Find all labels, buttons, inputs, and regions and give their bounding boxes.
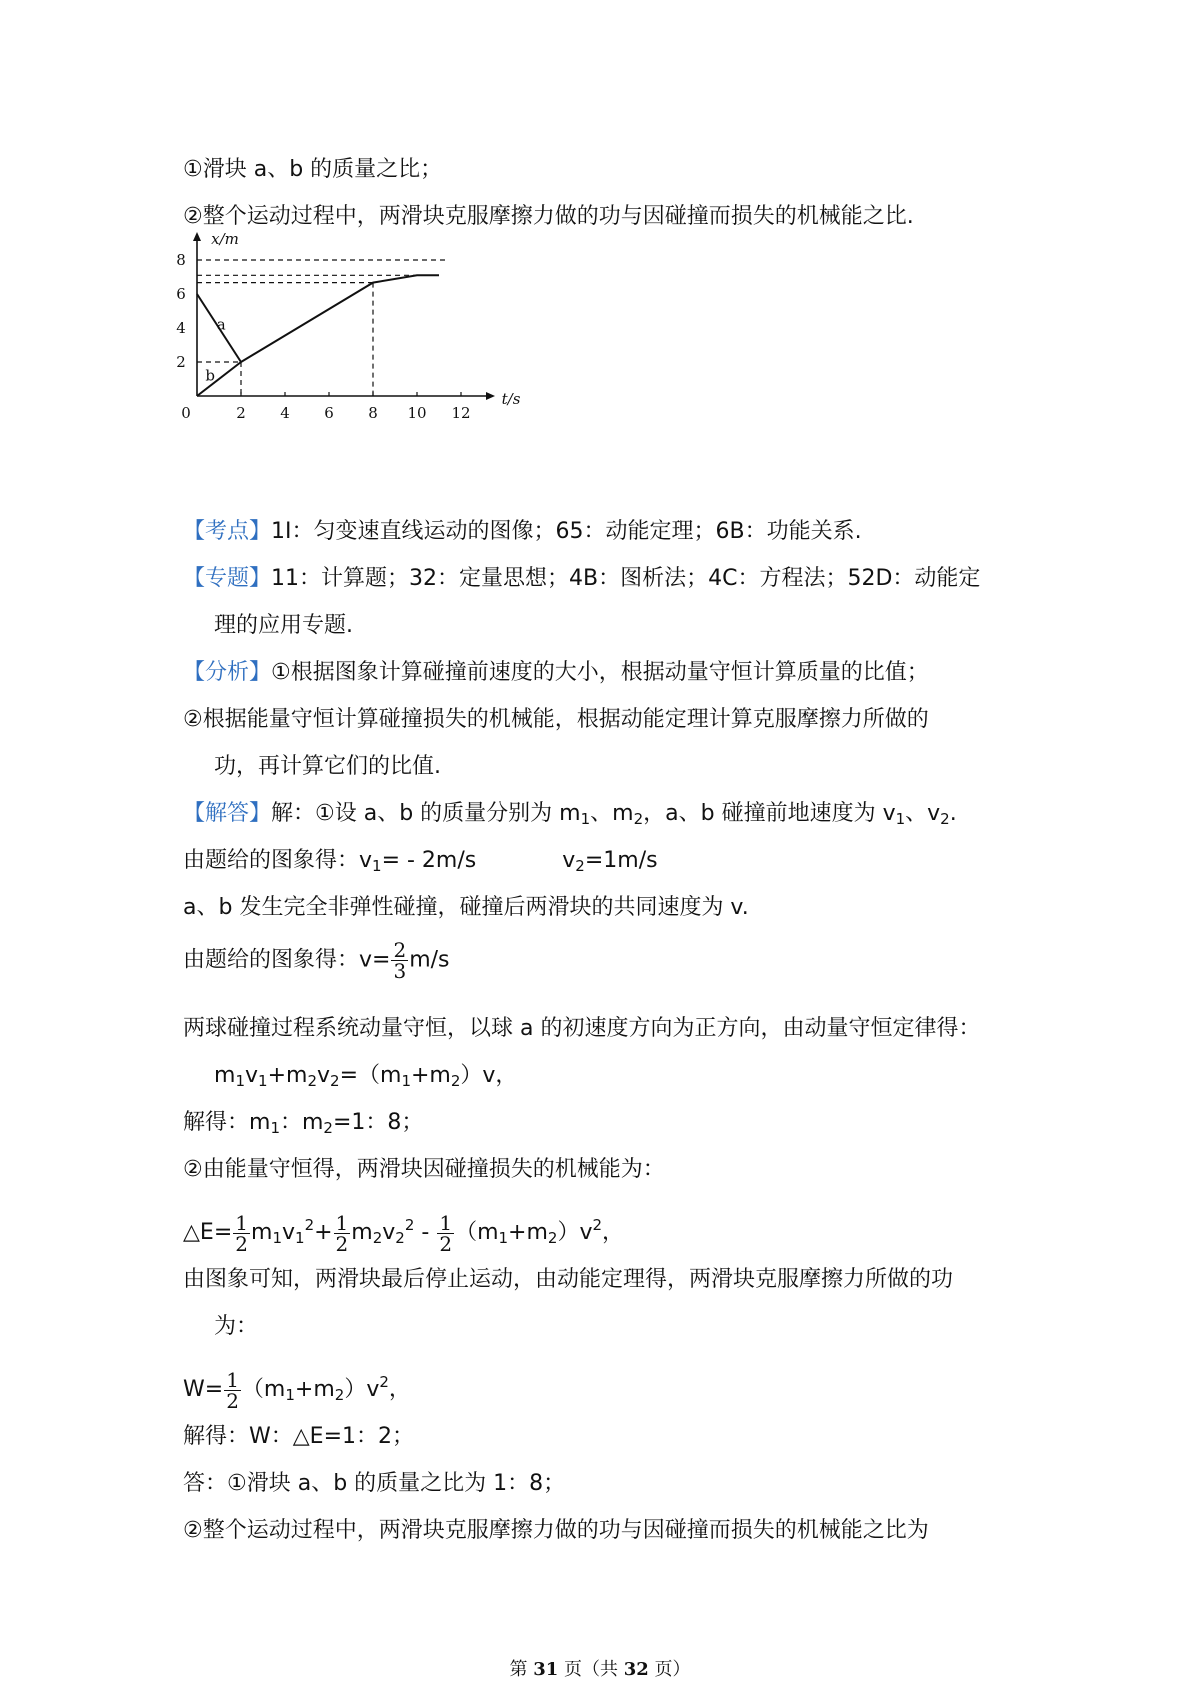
subscript: 2 xyxy=(575,857,585,875)
x-tick-label: 10 xyxy=(407,404,427,422)
text: m xyxy=(214,1063,236,1088)
subscript: 1 xyxy=(258,1072,268,1090)
subscript: 1 xyxy=(401,1072,411,1090)
kaodian-text: 1I：匀变速直线运动的图像；65：动能定理；6B：功能关系. xyxy=(271,519,862,544)
page-number: 31 xyxy=(533,1659,559,1680)
denominator: 3 xyxy=(393,959,407,983)
subscript: 1 xyxy=(498,1229,509,1247)
x-axis-label: t/s xyxy=(501,390,521,408)
text: +m xyxy=(267,1063,308,1088)
fraction xyxy=(233,1210,250,1256)
text: v xyxy=(382,1220,396,1245)
denominator: 2 xyxy=(439,1231,453,1256)
question-item-1: ①滑块 a、b 的质量之比； xyxy=(183,157,443,182)
text: =1：8； xyxy=(332,1110,424,1135)
subscript: 2 xyxy=(633,810,644,828)
text: ）v xyxy=(344,1377,380,1402)
answer-2: ②整个运动过程中，两滑块克服摩擦力做的功与因碰撞而损失的机械能之比为 xyxy=(183,1518,929,1543)
text: v xyxy=(281,1220,296,1245)
footer-text: 页） xyxy=(648,1659,691,1680)
page-footer xyxy=(0,1655,1200,1681)
subscript: 1 xyxy=(372,857,382,875)
subscript: 1 xyxy=(270,1119,280,1137)
ratio-result: 解得：W：△E=1：2； xyxy=(183,1424,415,1449)
text: v xyxy=(244,1063,259,1088)
velocity-line xyxy=(183,846,658,881)
momentum-equation xyxy=(214,1061,517,1096)
fraction xyxy=(224,1367,241,1413)
y-axis-arrow xyxy=(193,232,201,241)
text: 解得：m xyxy=(183,1110,271,1135)
superscript: 2 xyxy=(304,1216,315,1234)
jieda-intro: 解：①设 a、b 的质量分别为 m xyxy=(271,801,581,826)
jieda-text: 、v xyxy=(905,801,941,826)
text: v xyxy=(562,848,576,873)
superscript: 2 xyxy=(592,1216,603,1234)
collision-line: a、b 发生完全非弹性碰撞，碰撞后两滑块的共同速度为 v. xyxy=(183,895,749,920)
text: m xyxy=(251,1220,273,1245)
text: =1m/s xyxy=(584,848,658,873)
numerator: 1 xyxy=(335,1210,349,1235)
text: m xyxy=(351,1220,373,1245)
question-item-2: ②整个运动过程中，两滑块克服摩擦力做的功与因碰撞而损失的机械能之比. xyxy=(183,204,914,229)
fenxi-text-1: ①根据图象计算碰撞前速度的大小，根据动量守恒计算质量的比值； xyxy=(271,660,929,685)
x-tick-label: 6 xyxy=(324,404,334,422)
subscript: 1 xyxy=(272,1229,282,1247)
fenxi-text-3: 功，再计算它们的比值. xyxy=(214,754,441,779)
jieda-text: ，a、b 碰撞前地速度为 v xyxy=(643,801,896,826)
text: ）v xyxy=(557,1220,593,1245)
footer-text: 页（共 xyxy=(558,1659,624,1680)
numerator: 1 xyxy=(226,1367,239,1392)
x-tick-label: 4 xyxy=(280,404,290,422)
superscript: 2 xyxy=(404,1216,415,1234)
jieda-text: 、m xyxy=(590,801,634,826)
zhuanti-tag: 【专题】 xyxy=(183,566,272,591)
kaodian-line xyxy=(183,517,862,547)
text: 由题给的图象得：v xyxy=(183,848,373,873)
subscript: 1 xyxy=(580,810,591,828)
fenxi-line xyxy=(183,658,929,688)
fraction xyxy=(334,1210,351,1256)
y-tick-label: 2 xyxy=(176,353,186,371)
text: ， xyxy=(388,1377,411,1402)
y-tick-label: 4 xyxy=(176,319,186,337)
text: ：m xyxy=(279,1110,324,1135)
zhuanti-text-2: 理的应用专题. xyxy=(214,613,353,638)
subscript: 1 xyxy=(285,1386,295,1404)
work-text-1: 由图象可知，两滑块最后停止运动，由动能定理得，两滑块克服摩擦力所做的功 xyxy=(183,1267,954,1292)
work-text-2: 为： xyxy=(214,1314,259,1339)
text: +m xyxy=(508,1220,548,1245)
numerator: 2 xyxy=(393,938,407,962)
subscript: 2 xyxy=(307,1072,317,1090)
text: = - 2m/s xyxy=(381,848,477,873)
energy-text: ②由能量守恒得，两滑块因碰撞损失的机械能为： xyxy=(183,1157,665,1182)
fraction xyxy=(391,940,408,981)
momentum-text: 两球碰撞过程系统动量守恒，以球 a 的初速度方向为正方向，由动量守恒定律得： xyxy=(183,1016,981,1041)
text: m/s xyxy=(409,947,450,973)
denominator: 2 xyxy=(235,1231,248,1256)
energy-equation xyxy=(183,1210,624,1254)
answer-1: 答：①滑块 a、b 的质量之比为 1：8； xyxy=(183,1471,566,1496)
common-velocity-line xyxy=(183,940,450,981)
jieda-line xyxy=(183,799,957,834)
text: 由题给的图象得：v= xyxy=(183,947,391,973)
subscript: 2 xyxy=(334,1386,345,1404)
text: ）v， xyxy=(460,1063,518,1088)
y-tick-label: 6 xyxy=(176,285,186,303)
subscript: 2 xyxy=(372,1229,383,1247)
subscript: 2 xyxy=(547,1229,558,1247)
text: +m xyxy=(410,1063,451,1088)
text: （m xyxy=(455,1220,499,1245)
series-label-a: a xyxy=(216,315,226,334)
series-label-b: b xyxy=(205,366,216,385)
text: - xyxy=(414,1220,437,1245)
y-tick-label: 8 xyxy=(176,251,186,269)
text: △E= xyxy=(183,1220,233,1245)
x-tick-label: 8 xyxy=(368,404,378,422)
subscript: 2 xyxy=(323,1119,333,1137)
zhuanti-text-1: 11：计算题；32：定量思想；4B：图析法；4C：方程法；52D：动能定 xyxy=(271,566,981,591)
superscript: 2 xyxy=(379,1373,389,1391)
numerator: 1 xyxy=(235,1210,248,1235)
fraction xyxy=(437,1210,454,1256)
position-time-graph xyxy=(160,228,521,443)
jieda-text: . xyxy=(949,801,957,826)
series-line-combined xyxy=(241,275,439,362)
page-total: 32 xyxy=(623,1659,649,1680)
x-tick-label: 2 xyxy=(236,404,246,422)
denominator: 2 xyxy=(226,1388,239,1413)
origin-label: 0 xyxy=(181,404,191,422)
jieda-tag: 【解答】 xyxy=(183,801,272,826)
text: （m xyxy=(241,1377,286,1402)
work-equation xyxy=(183,1367,411,1411)
mass-ratio-line xyxy=(183,1108,423,1143)
subscript: 1 xyxy=(235,1072,245,1090)
fenxi-tag: 【分析】 xyxy=(183,660,272,685)
numerator: 1 xyxy=(439,1210,453,1235)
subscript: 1 xyxy=(895,810,906,828)
x-axis-arrow xyxy=(486,392,495,400)
y-axis-label: x/m xyxy=(211,230,239,248)
denominator: 2 xyxy=(335,1231,349,1256)
subscript: 2 xyxy=(940,810,950,828)
text: + xyxy=(314,1220,333,1245)
series-line-b xyxy=(197,362,241,396)
zhuanti-line xyxy=(183,564,980,594)
kaodian-tag: 【考点】 xyxy=(183,519,272,544)
text: +m xyxy=(294,1377,335,1402)
subscript: 2 xyxy=(395,1229,405,1247)
x-tick-label: 12 xyxy=(451,404,471,422)
text: W= xyxy=(183,1377,224,1402)
text: =（m xyxy=(339,1063,402,1088)
fenxi-text-2: ②根据能量守恒计算碰撞损失的机械能，根据动能定理计算克服摩擦力所做的 xyxy=(183,707,929,732)
subscript: 2 xyxy=(450,1072,461,1090)
subscript: 2 xyxy=(330,1072,340,1090)
text: v xyxy=(316,1063,331,1088)
footer-text: 第 xyxy=(509,1659,534,1680)
subscript: 1 xyxy=(295,1229,305,1247)
text: ， xyxy=(602,1220,625,1245)
